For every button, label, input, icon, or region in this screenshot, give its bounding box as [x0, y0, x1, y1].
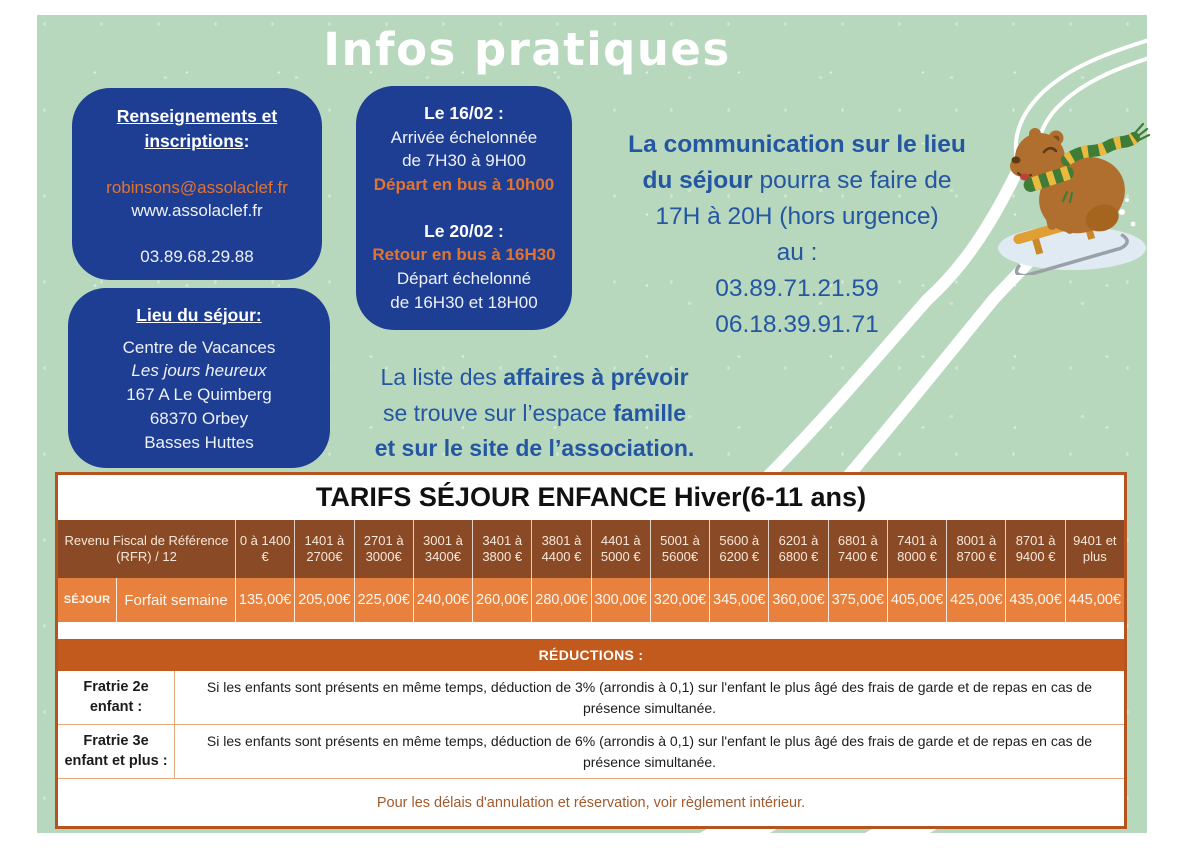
- location-box: [68, 288, 330, 468]
- location-line1: Centre de Vacances: [122, 337, 276, 357]
- page-title: Infos pratiques: [323, 23, 731, 76]
- reduction-row: [58, 671, 1124, 725]
- rfr-range-cell: 7401 à 8000 €: [888, 520, 947, 578]
- schedule-day1-label: Le 16/02 :: [424, 103, 504, 123]
- communication-text: [597, 127, 997, 343]
- rfr-range-cell: 6801 à 7400 €: [829, 520, 888, 578]
- reduction-label: Fratrie 3e enfant et plus :: [58, 725, 175, 778]
- rfr-range-cell: 3801 à 4400 €: [532, 520, 591, 578]
- reduction-text: Si les enfants sont présents en même temps, déduction de 3% (arrondis à 0,1) sur l'enfant le plus âgé des frais de garde et de repas en cas de présence simultanée.: [206, 678, 1093, 716]
- price-cell: 375,00€: [829, 578, 888, 622]
- affaires-line3-bold: et sur le site de l’association.: [374, 435, 695, 462]
- contact-heading: Renseignements et inscriptions: [116, 106, 278, 151]
- contact-box: [72, 88, 322, 280]
- table-footnote: Pour les délais d'annulation et réservation, voir règlement intérieur.: [376, 794, 806, 811]
- price-cell: 300,00€: [592, 578, 651, 622]
- contact-email-link[interactable]: robinsons@assolaclef.fr: [106, 177, 288, 197]
- reduction-row: [58, 725, 1124, 779]
- price-cell: 445,00€: [1068, 592, 1122, 608]
- location-heading: Lieu du séjour:: [136, 305, 262, 325]
- schedule-box: [356, 86, 572, 330]
- rfr-range-cell: 5001 à 5600€: [651, 520, 710, 578]
- price-cell: 425,00€: [947, 578, 1006, 622]
- table-price-row: [58, 578, 1124, 622]
- communication-line3: 17H à 20H (hors urgence): [655, 203, 939, 230]
- price-cell: 345,00€: [710, 578, 769, 622]
- schedule-day2-line2: de 16H30 et 18H00: [390, 292, 538, 312]
- rfr-range-cell: 1401 à 2700€: [295, 520, 354, 578]
- location-line2: Les jours heureux: [131, 361, 267, 381]
- price-cell: 205,00€: [295, 578, 354, 622]
- price-cell: 225,00€: [355, 578, 414, 622]
- communication-bold1: La communication sur le lieu: [628, 131, 966, 158]
- rfr-range-cell: 9401 et plus: [1073, 532, 1117, 564]
- affaires-text: [342, 360, 727, 467]
- rfr-range-cell: 3001 à 3400€: [414, 520, 473, 578]
- price-cell: 280,00€: [532, 578, 591, 622]
- rfr-range-cell: 0 à 1400 €: [236, 520, 295, 578]
- forfait-label-cell: Forfait semaine: [117, 578, 236, 622]
- contact-phone: 03.89.68.29.88: [140, 247, 254, 267]
- price-cell: 240,00€: [414, 578, 473, 622]
- tarifs-table: [55, 472, 1127, 829]
- rfr-range-cell: 4401 à 5000 €: [592, 520, 651, 578]
- communication-phone2: 06.18.39.91.71: [715, 311, 879, 338]
- capybara-sled-illustration: [987, 100, 1162, 275]
- communication-phone1: 03.89.71.21.59: [715, 275, 879, 302]
- rfr-range-cell: 8701 à 9400 €: [1006, 520, 1065, 578]
- contact-heading-colon: :: [243, 130, 250, 151]
- affaires-line2-bold: famille: [613, 399, 686, 426]
- contact-website-link[interactable]: www.assolaclef.fr: [131, 201, 263, 221]
- rfr-range-cell: 5600 à 6200 €: [710, 520, 769, 578]
- price-cell: 320,00€: [651, 578, 710, 622]
- price-cell: 435,00€: [1006, 578, 1065, 622]
- affaires-line2-pre: se trouve sur l’espace: [383, 399, 614, 426]
- reduction-text: Si les enfants sont présents en même temps, déduction de 6% (arrondis à 0,1) sur l'enfant le plus âgé des frais de garde et de repas en cas de présence simultanée.: [206, 732, 1093, 770]
- reductions-header: RÉDUCTIONS :: [58, 639, 1124, 671]
- schedule-day2-line1: Départ échelonné: [396, 269, 532, 289]
- communication-line4: au :: [776, 239, 818, 266]
- affaires-line1-pre: La liste des: [380, 364, 504, 390]
- schedule-day1-highlight: Départ en bus à 10h00: [373, 175, 555, 195]
- schedule-day2-highlight: Retour en bus à 16H30: [372, 245, 556, 265]
- green-canvas: [37, 15, 1147, 833]
- price-cell: 405,00€: [888, 578, 947, 622]
- rfr-header-cell: Revenu Fiscal de Référence (RFR) / 12: [58, 520, 236, 578]
- rfr-range-cell: 3401 à 3800 €: [473, 520, 532, 578]
- communication-rest2: pourra se faire de: [752, 167, 952, 194]
- rfr-range-cell: 6201 à 6800 €: [769, 520, 828, 578]
- schedule-day2-label: Le 20/02 :: [424, 220, 504, 241]
- location-line3: 167 A Le Quimberg: [126, 385, 272, 405]
- price-cell: 135,00€: [236, 578, 295, 622]
- table-header-row: [58, 520, 1124, 578]
- location-line4: 68370 Orbey: [149, 408, 249, 428]
- location-line5: Basses Huttes: [144, 432, 254, 452]
- affaires-line1-bold: affaires à prévoir: [503, 364, 689, 390]
- rfr-range-cell: 2701 à 3000€: [355, 520, 414, 578]
- table-spacer: [58, 622, 1124, 639]
- price-cell: 360,00€: [769, 578, 828, 622]
- table-title: TARIFS SÉJOUR ENFANCE Hiver(6-11 ans): [315, 482, 867, 512]
- rfr-range-cell: 8001 à 8700 €: [947, 520, 1006, 578]
- schedule-day1-line2: de 7H30 à 9H00: [402, 151, 526, 171]
- price-cell: 260,00€: [473, 578, 532, 622]
- reduction-label: Fratrie 2e enfant :: [58, 671, 175, 724]
- communication-bold2: du séjour: [642, 167, 753, 194]
- schedule-day1-line1: Arrivée échelonnée: [390, 127, 538, 147]
- sejour-label-cell: SÉJOUR: [58, 578, 117, 622]
